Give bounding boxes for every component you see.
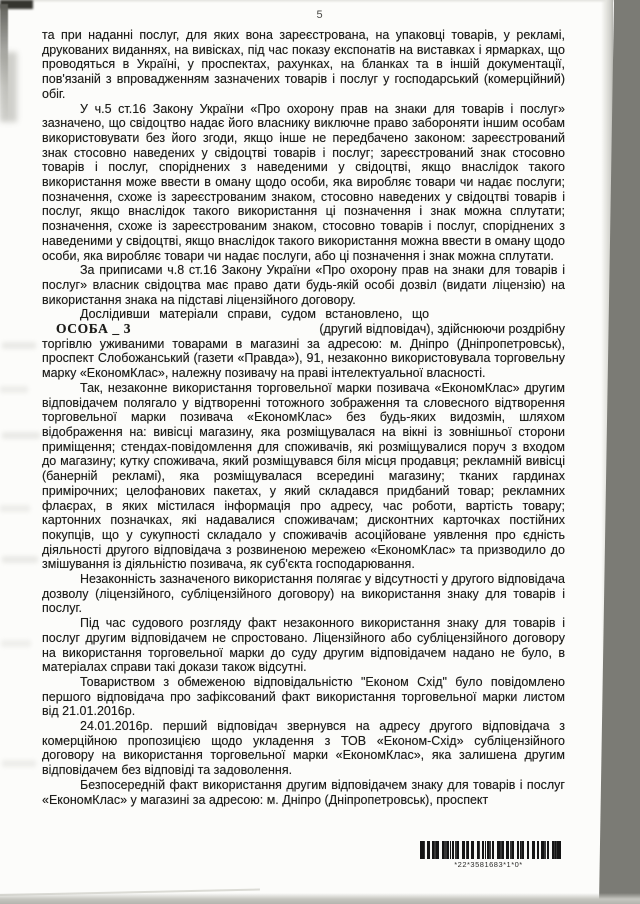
person-row (42, 322, 565, 337)
document-body (42, 28, 565, 807)
page-number: 5 (316, 9, 324, 21)
paragraph: У ч.5 ст.16 Закону України «Про охорону прав на знаки для товарів і послуг» зазначено, що свідоцтво надає його власнику виключне право забороняти іншим особам використовувати без його згоди, якщо інше не передбачено законом: зареєстрований знак стосовно наведених у свідоцтві товарів і послуг; зареєстрований знак стосовно товарів і послуг, споріднених з наведеними у свідоцтві, якщо внаслідок такого використання може ввести в оману щодо особи, яка виробляє товари чи надає послуги; позначення, схоже із зареєстрованим знаком, стосовно наведених у свідоцтві товарів і послуг, якщо внаслідок такого використання ці позначення і знак можна сплутати; позначення, схоже із зареєстрованим знаком, стосовно товарів і послуг, споріднених з наведеними у свідоцтві, якщо внаслідок такого використання можна ввести в оману щодо особи, яка виробляє товари чи надає послуги, або ці позначення і знак можна сплутати. (42, 101, 565, 263)
paragraph: Безпосередній факт використання другим відповідачем знаку для товарів і послуг «ЕкономКлас» у магазині за адресою: м. Дніпро (Дніпропетровськ), проспект (42, 777, 565, 807)
ink-bleed-artifact (2, 342, 36, 349)
paragraph: За приписами ч.8 ст.16 Закону України «Про охорону прав на знаки для товарів і послуг» власник свідоцтва має право дати будь-якій особі дозвіл (видати ліцензію) на використання знака на підставі ліцензійного договору. (42, 263, 565, 307)
paragraph: 24.01.2016р. перший відповідач звернувся на адресу другого відповідача з комерційною пропозицією щодо укладення з ТОВ «Економ-Схід» субліцензійного договору на використання торговельної марки «ЕкономКлас», яка залишена другим відповідачем без відповіді та задоволення. (42, 719, 565, 778)
barcode-text: *22*3581683*1*0* (454, 860, 523, 869)
barcode (420, 841, 557, 869)
ink-bleed-artifact (0, 386, 28, 393)
ink-bleed-artifact (1, 640, 31, 647)
paragraph-intro-line: Дослідивши матеріали справи, судом встановлено, що (80, 307, 430, 322)
ink-bleed-artifact (2, 760, 36, 767)
paragraph: Товариством з обмеженою відповідальністю "Економ Схід" було повідомлено першого відповідача про зафіксований факт використання торговельної марки листом від 21.01.2016р. (42, 674, 565, 719)
ink-bleed-artifact (2, 556, 38, 563)
barcode-bars (420, 841, 561, 859)
paragraph: Під час судового розгляду факт незаконного використання знаку для товарів і послуг другим відповідачем не спростовано. Ліцензійного або субліцензійного договору на використання торговельної марки до суду другим відповідачем надано не було, в матеріалах справи такі докази також відсутні. (42, 616, 565, 675)
paragraph: Незаконність зазначеного використання полягає у відсутності у другого відповідача дозволу (ліцензійного, субліцензійного договору) на використання знаку для товарів і послуг. (42, 572, 565, 616)
ink-bleed-artifact (0, 505, 30, 512)
scan-smudge-artifact (0, 52, 17, 122)
person-row-continuation: (другий відповідач), здійснюючи роздрібну (319, 322, 565, 337)
redacted-person-name: ОСОБА _ 3 (56, 321, 132, 337)
paragraph: та при наданні послуг, для яких вона зареєстрована, на упаковці товарів, у рекламі, друкованих виданнях, на вивісках, під час показу експонатів на виставках і ярмарках, що проводяться в Україні, у проспектах, рахунках, на бланках та в іншій документації, пов'язаній з впровадженням зазначених товарів і послуг у господарський (комерційний) обіг. (42, 28, 565, 101)
ink-bleed-artifact (2, 432, 40, 439)
page-bottom-shadow (0, 893, 640, 904)
paragraph: торгівлю уживаними товарами в магазині за адресою: м. Дніпро (Дніпропетровськ), проспект Слобожанський (газети «Правда»), 91, незаконно використовувала торговельну марку «ЕкономКлас», належну позивачу на праві інтелектуальної власності. (42, 336, 565, 381)
scan-top-edge-artifact (0, 0, 640, 3)
paragraph: Так, незаконне використання торговельної марки позивача «ЕкономКлас» другим відповідачем полягало у відтворенні тотожного зображення та словесного відтворення торговельної марки позивача «ЕкономКлас» без будь-яких видозмін, шляхом відображення на: вивісці магазину, яка розміщувалася на вікні із зовнішньої сторони приміщення; стендах-повідомлення для споживачів, які розміщувалися поруч з входом до магазину; кутку споживача, який розміщувався біля місця продавця; рекламній вивісці (банерній рекламі), яка розміщувалася всередині магазину; тканих гардинах примірочних; целофанових пакетах, у який складався придбаний товар; рекламних флаєрах, в яких містилася інформація про адресу, час роботи, вартість товару; картонних позначках, які надавалися споживачам; дисконтних карточках постійних покупців, що у сукупності складало у споживачів асоційоване уявлення про єдність діяльності другого відповідача з розвиненою мережею «ЕкономКлас» та призводило до змішування із діяльністю позивача, як суб'єкта господарювання. (42, 380, 565, 572)
